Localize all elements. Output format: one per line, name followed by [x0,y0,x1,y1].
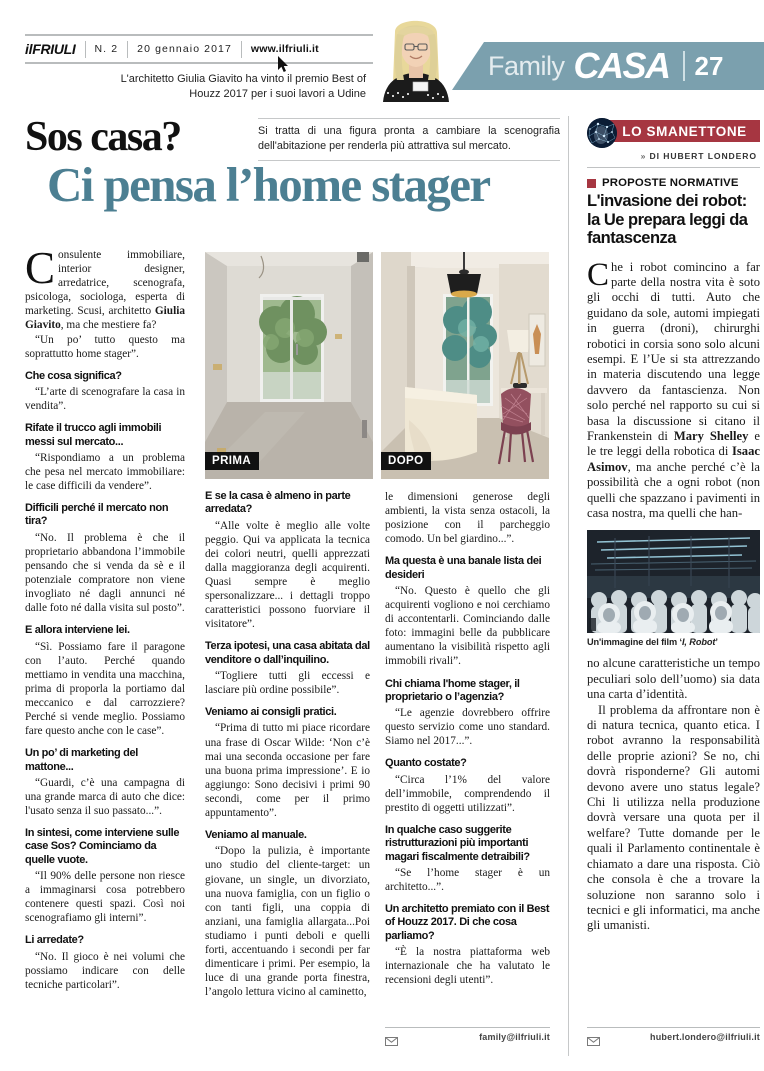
section-label-family: Family [488,50,565,81]
headline-block [25,116,560,226]
publication-logo [25,41,85,57]
photo-dopo [381,252,549,479]
drop-cap: C [25,243,56,293]
sidebar-paragraph: Il problema da affrontare non è di natura tecnica, quanto etica. I robot avranno la responsabilità delle proprie azioni? Se no, chi dovrà risponderne? Gli automi devono avere uno status legale? Chi li utilizza nella produzione dovrà versare una quota per il welfare? Tutte domande per le quali il Parlamento continentale è chiamato a dare una risposta. Ciò che consola è che a trovare la soluzione non saranno solo i tecnici e gli informatici, ma anche gli umanisti. [587,702,760,933]
sidebar-email-address[interactable]: hubert.londero@ilfriuli.it [650,1032,760,1042]
section-banner [452,42,764,90]
headline-standfirst: Si tratta di una figura pronta a cambiare la scenografia dell'abitazione per renderla più attrattiva sul mercato. [258,125,560,152]
footer-rule [385,1027,550,1028]
article-paragraph: “Il 90% delle persone non riesce a immaginarsi cosa potrebbero contenere questi spazi. Così noi scenografiamo gli interni”. [25,869,185,925]
sidebar-body-top [587,256,760,522]
masthead [0,0,764,112]
sidebar-tagline: PROPOSTE NORMATIVE [602,177,739,189]
publication-logo-name: FRIULI [32,41,76,57]
article-deck: L'architetto Giulia Giavito ha vinto il premio Best of Houzz 2017 per i suoi lavori a Udine [120,73,366,100]
article-paragraph: “L’arte di scenografare la casa in vendita”. [25,386,185,413]
section-label-casa: CASA [573,45,670,86]
article-paragraph: “Rispondiamo a un problema che pesa nel mercato immobiliare: le case difficili da vendere”. [25,451,185,493]
chevron-right-icon: » [640,151,647,161]
interview-question: Che cosa significa? [25,369,122,382]
article-paragraph: “Guardi, c’è una campagna di una grande marca di auto che dice: l'usato senza il suo passato...”. [25,776,185,817]
sidebar-brand-label: LO SMANETTONE [622,123,747,139]
interview-question: In qualche caso suggerite ristrutturazioni più importanti magari fiscalmente detraibili? [385,823,530,863]
caption-prefix: Un'immagine del film ‘ [587,637,682,648]
article-paragraph: “No. Il gioco è nei volumi che possiamo indicare con delle tecniche particolari”. [25,950,185,991]
interview-question: Chi chiama l'home stager, il proprietario o l’agenzia? [385,677,520,703]
photo-label-dopo: DOPO [381,452,431,470]
sidebar-text-a: he i robot comincino a far parte della nostra vita è soto gli occhi di tutti. Auto che guidano da sole, automi impiegati in guerra (droni), chirurghi robotici in corsia sono solo alcuni esempi. E l’Ue si sta attrezzando in materia discutendo una legge davvero da fantascienza. Non solo perché nel rapporto su cui si basa la discussione si citano il Frankenstein di [587,259,760,443]
article-paragraph: “Sì. Possiamo fare il paragone con l’auto. Perché quando mettiamo in vendita una macchina, prima di proporla la portiamo dal meccanico e dal carrozziere? Perché si vende meglio. Possiamo fare questo anche con le case”. [25,640,185,738]
envelope-icon [587,1033,600,1042]
article-paragraph: “Alle volte è meglio alle volte peggio. Qui va applicata la tecnica dei colori neutri, quelli apprezzati dalla maggioranza degli acquirenti. Quasi sempre è meglio spersonalizzare... i dettagli troppo caratteristici possono fuorviare il visitatore”. [205,519,370,631]
photo-prima [205,252,373,479]
article-paragraph: “Circa l’1% del valore dell’immobile, comprendendo il prestito di oggetti utilizzati”. [385,773,550,814]
interview-question: Un po’ di marketing del mattone... [25,747,138,773]
article-lead-paragraph [25,243,185,333]
sidebar-headline: L'invasione dei robot: la Ue prepara leggi da fantascenza [587,192,748,247]
issue-date: 20 gennaio 2017 [137,43,232,55]
sidebar-byline [587,151,757,161]
divider [683,51,685,81]
author-name-asimov: Isaac Asimov [587,444,760,474]
author-name-shelley: Mary Shelley [673,428,749,443]
sidebar-photo [587,530,760,633]
article-email-footer [385,1027,550,1047]
interview-question: Rifate il trucco agli immobili messi sul mercato... [25,422,162,448]
red-square-icon [587,179,596,188]
article-paragraph: le dimensioni generose degli ambienti, la vista senza ostacoli, la posizione con il parcheggio comodo. Un bel giardino...”. [385,491,550,546]
article-paragraph: “No. Questo è quello che gli acquirenti vogliono e noi cerchiamo di accontentarli. Cominciando dalle foto: immagini belle da pubblicare aumentano la visibilità rispetto agli immobili rivali”. [385,584,550,668]
sidebar-email-footer [587,1027,760,1047]
article-column-1 [25,243,185,992]
sidebar-divider [568,116,569,1056]
sidebar-text-c: , ma anche perché c’è la possibilità che a ogni robot (non quelli che spazzano i pavimenti in casa nostra, ma quelli che han- [587,459,760,520]
sidebar-lead-paragraph [587,256,760,522]
before-after-photo-pair [205,252,550,479]
interview-question: Ma questa è una banale lista dei desideri [385,555,542,581]
lead-text-b: , ma che mestiere fa? [60,319,157,332]
publication-logo-prefix: il [25,41,33,57]
article-email-address[interactable]: family@ilfriuli.it [479,1032,550,1042]
sidebar-paragraph: no alcune caratteristiche un tempo peculiari solo dell’uomo) sia data una carta d’identità. [587,656,760,702]
issue-number: N. 2 [94,43,119,55]
sidebar-text-b: e le tre leggi della robotica di [587,428,760,459]
interviewee-name: Giulia Giavito [25,305,185,332]
lead-text-a: onsulente immobiliare, interior designer, arredatrice, scenografa, psicologa, sociologa, esperta di marketing. Scusi, architetto [25,249,185,318]
article-paragraph: “È la nostra piattaforma web internazionale che ha valutato le recensioni degli utenti”. [385,945,550,987]
sidebar-tagline-row [587,177,760,189]
article-paragraph: “Dopo la pulizia, è importante uno studio del cliente-target: un giovane, un single, un divorziato, una nuova famiglia, con un figlio o con tanti figli, una coppia di anziani, una famiglia allargata...Poi studiamo i punti deboli e quelli forti, accentuando i secondi per far dimenticare i primi. Per esempio, la luce di una grande porta finestra, l’angolo lettura vicino al caminetto, [205,845,370,999]
interview-question: Terza ipotesi, una casa abitata dal venditore o dall’inquilino. [205,640,370,666]
sidebar-rule [587,167,760,168]
standfirst-rule-top [258,118,560,119]
interview-question: E allora interviene lei. [25,624,130,637]
interview-question: Difficili perché il mercato non tira? [25,502,169,528]
interview-question: In sintesi, come interviene sulle case Sos? Cominciamo da quelle vuote. [25,827,180,866]
headline-kicker: Sos casa? [25,114,181,160]
interview-question: Veniamo al manuale. [205,829,307,842]
interview-question: Un architetto premiato con il Best of Houzz 2017. Di che cosa parliamo? [385,903,550,942]
caption-suffix: ’ [715,637,718,648]
article-paragraph: “Prima di tutto mi piace ricordare una frase di Oscar Wilde: ‘Non c’è mai una seconda occasione per fare una buona prima impressione’. E io aggiungo: Sono decisivi i primi 90 secondi, come per il primo appuntamento”. [205,722,370,819]
article-paragraph: “Un po’ tutto questo ma soprattutto home stager”. [25,333,185,360]
sidebar-brand-tag [609,120,760,142]
article-paragraph: “Se l’home stager è un architetto...”. [385,866,550,893]
caption-film-title: I, Robot [681,637,716,648]
envelope-icon [385,1033,398,1042]
interview-question: E se la casa è almeno in parte arredata? [205,490,351,516]
article-paragraph: “No. Il problema è che il proprietario abbandona l’immobile pensando che si venda da sè e il potenziale compratore non viene invogliato né dagli annunci né dalle foto né dalla visita sul posto”. [25,531,185,615]
sidebar-photo-caption [587,637,760,647]
drop-cap: C [587,256,610,293]
page-number: 27 [694,51,724,81]
article-column-3 [385,490,550,987]
publication-url[interactable]: www.ilfriuli.it [250,43,319,55]
headline-main: Ci pensa l’home stager [47,157,490,212]
sidebar-body-bottom [587,656,760,933]
article-paragraph: “Le agenzie dovrebbero offrire questo servizio come uno standard. Siamo nel 2017...”. [385,707,550,748]
interview-question: Li arredate? [25,934,84,947]
author-portrait-photo [373,18,459,102]
sidebar-brand-row [587,118,760,148]
interview-question: Veniamo ai consigli pratici. [205,706,337,719]
article-column-2 [205,490,370,999]
footer-rule [587,1027,760,1028]
photo-label-prima: PRIMA [205,452,259,470]
interview-question: Quanto costate? [385,757,467,770]
article-paragraph: “Togliere tutti gli eccessi e lasciare più ordine possibile”. [205,669,370,697]
sidebar-byline-label: DI HUBERT LONDERO [649,151,757,161]
globe-network-icon [587,118,617,148]
sidebar-column [587,118,760,934]
